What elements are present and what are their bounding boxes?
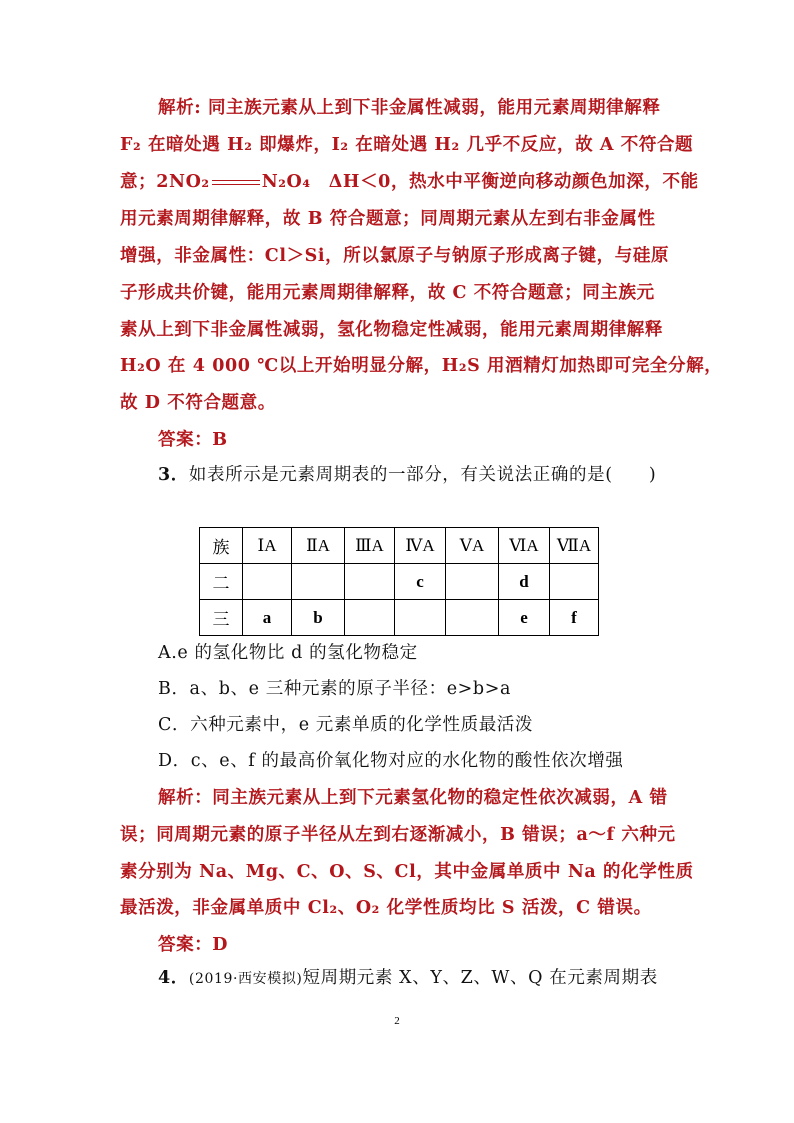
- page-number: 2: [394, 1015, 400, 1027]
- table-cell: ⅤA: [446, 528, 499, 564]
- table-cell: ⅣA: [395, 528, 446, 564]
- table-cell: 二: [200, 564, 243, 600]
- table-cell: ⅠA: [243, 528, 292, 564]
- table-cell: [292, 564, 345, 600]
- analysis-1-line-3: 意；2NO₂ N₂O₄ ΔH＜0，热水中平衡逆向移动颜色加深，不能: [120, 172, 699, 192]
- analysis-1-line-5: 增强，非金属性：Cl＞Si，所以氯原子与钠原子形成离子键，与硅原: [120, 246, 670, 266]
- table-cell: ⅢA: [345, 528, 395, 564]
- table-cell: ⅦA: [550, 528, 599, 564]
- table-cell: [446, 600, 499, 636]
- analysis-1-line-4: 用元素周期律解释，故 B 符合题意；同周期元素从左到右非金属性: [120, 209, 656, 229]
- answer-1: 答案：B: [158, 430, 228, 450]
- periodic-table-fragment: [199, 527, 599, 636]
- analysis-1-line-2: F₂ 在暗处遇 H₂ 即爆炸，I₂ 在暗处遇 H₂ 几乎不反应，故 A 不符合题: [120, 135, 694, 155]
- table-row: [200, 564, 599, 600]
- question-4-stem: 4．(2019·西安模拟)短周期元素 X、Y、Z、W、Q 在元素周期表: [158, 968, 658, 988]
- analysis-2-line-2: 误；同周期元素的原子半径从左到右逐渐减小，B 错误；a～f 六种元: [120, 825, 676, 845]
- table-cell: [345, 564, 395, 600]
- option-c: C．六种元素中，e 元素单质的化学性质最活泼: [158, 715, 534, 735]
- table-cell: [395, 600, 446, 636]
- table-cell: 三: [200, 600, 243, 636]
- equilibrium-arrow-icon: [212, 178, 260, 188]
- answer-2: 答案：D: [158, 935, 229, 955]
- option-d: D．c、e、f 的最高价氧化物对应的水化物的酸性依次增强: [158, 751, 624, 771]
- table-row: [200, 600, 599, 636]
- analysis-1-line-6: 子形成共价键，能用元素周期律解释，故 C 不符合题意；同主族元: [120, 283, 655, 303]
- question-3-stem: 3．如表所示是元素周期表的一部分，有关说法正确的是( ): [158, 465, 657, 485]
- table-cell: a: [243, 600, 292, 636]
- option-b: B．a、b、e 三种元素的原子半径：e>b>a: [158, 679, 512, 699]
- table-cell: ⅥA: [499, 528, 550, 564]
- table-cell: e: [499, 600, 550, 636]
- table-cell: c: [395, 564, 446, 600]
- analysis-1-line-1: 解析: 同主族元素从上到下非金属性减弱，能用元素周期律解释: [158, 98, 661, 118]
- analysis-1-line-7: 素从上到下非金属性减弱，氢化物稳定性减弱，能用元素周期律解释: [120, 320, 663, 340]
- table-cell: [550, 564, 599, 600]
- analysis-1-line-9: 故 D 不符合题意。: [120, 393, 276, 413]
- table-cell: d: [499, 564, 550, 600]
- analysis-label: 解析: [158, 98, 195, 118]
- table-cell: 族: [200, 528, 243, 564]
- table-header-row: [200, 528, 599, 564]
- table-cell: ⅡA: [292, 528, 345, 564]
- analysis-2-line-1: 解析：同主族元素从上到下元素氢化物的稳定性依次减弱，A 错: [158, 788, 668, 808]
- analysis-2-line-3: 素分别为 Na、Mg、C、O、S、Cl，其中金属单质中 Na 的化学性质: [120, 862, 694, 882]
- table-cell: [345, 600, 395, 636]
- table-cell: f: [550, 600, 599, 636]
- table-cell: b: [292, 600, 345, 636]
- table-cell: [243, 564, 292, 600]
- option-a: A.e 的氢化物比 d 的氢化物稳定: [158, 643, 418, 663]
- analysis-2-line-4: 最活泼，非金属单质中 Cl₂、O₂ 化学性质均比 S 活泼，C 错误。: [120, 898, 652, 918]
- table-cell: [446, 564, 499, 600]
- analysis-1-line-8: H₂O 在 4 000 ℃以上开始明显分解，H₂S 用酒精灯加热即可完全分解，: [120, 356, 723, 376]
